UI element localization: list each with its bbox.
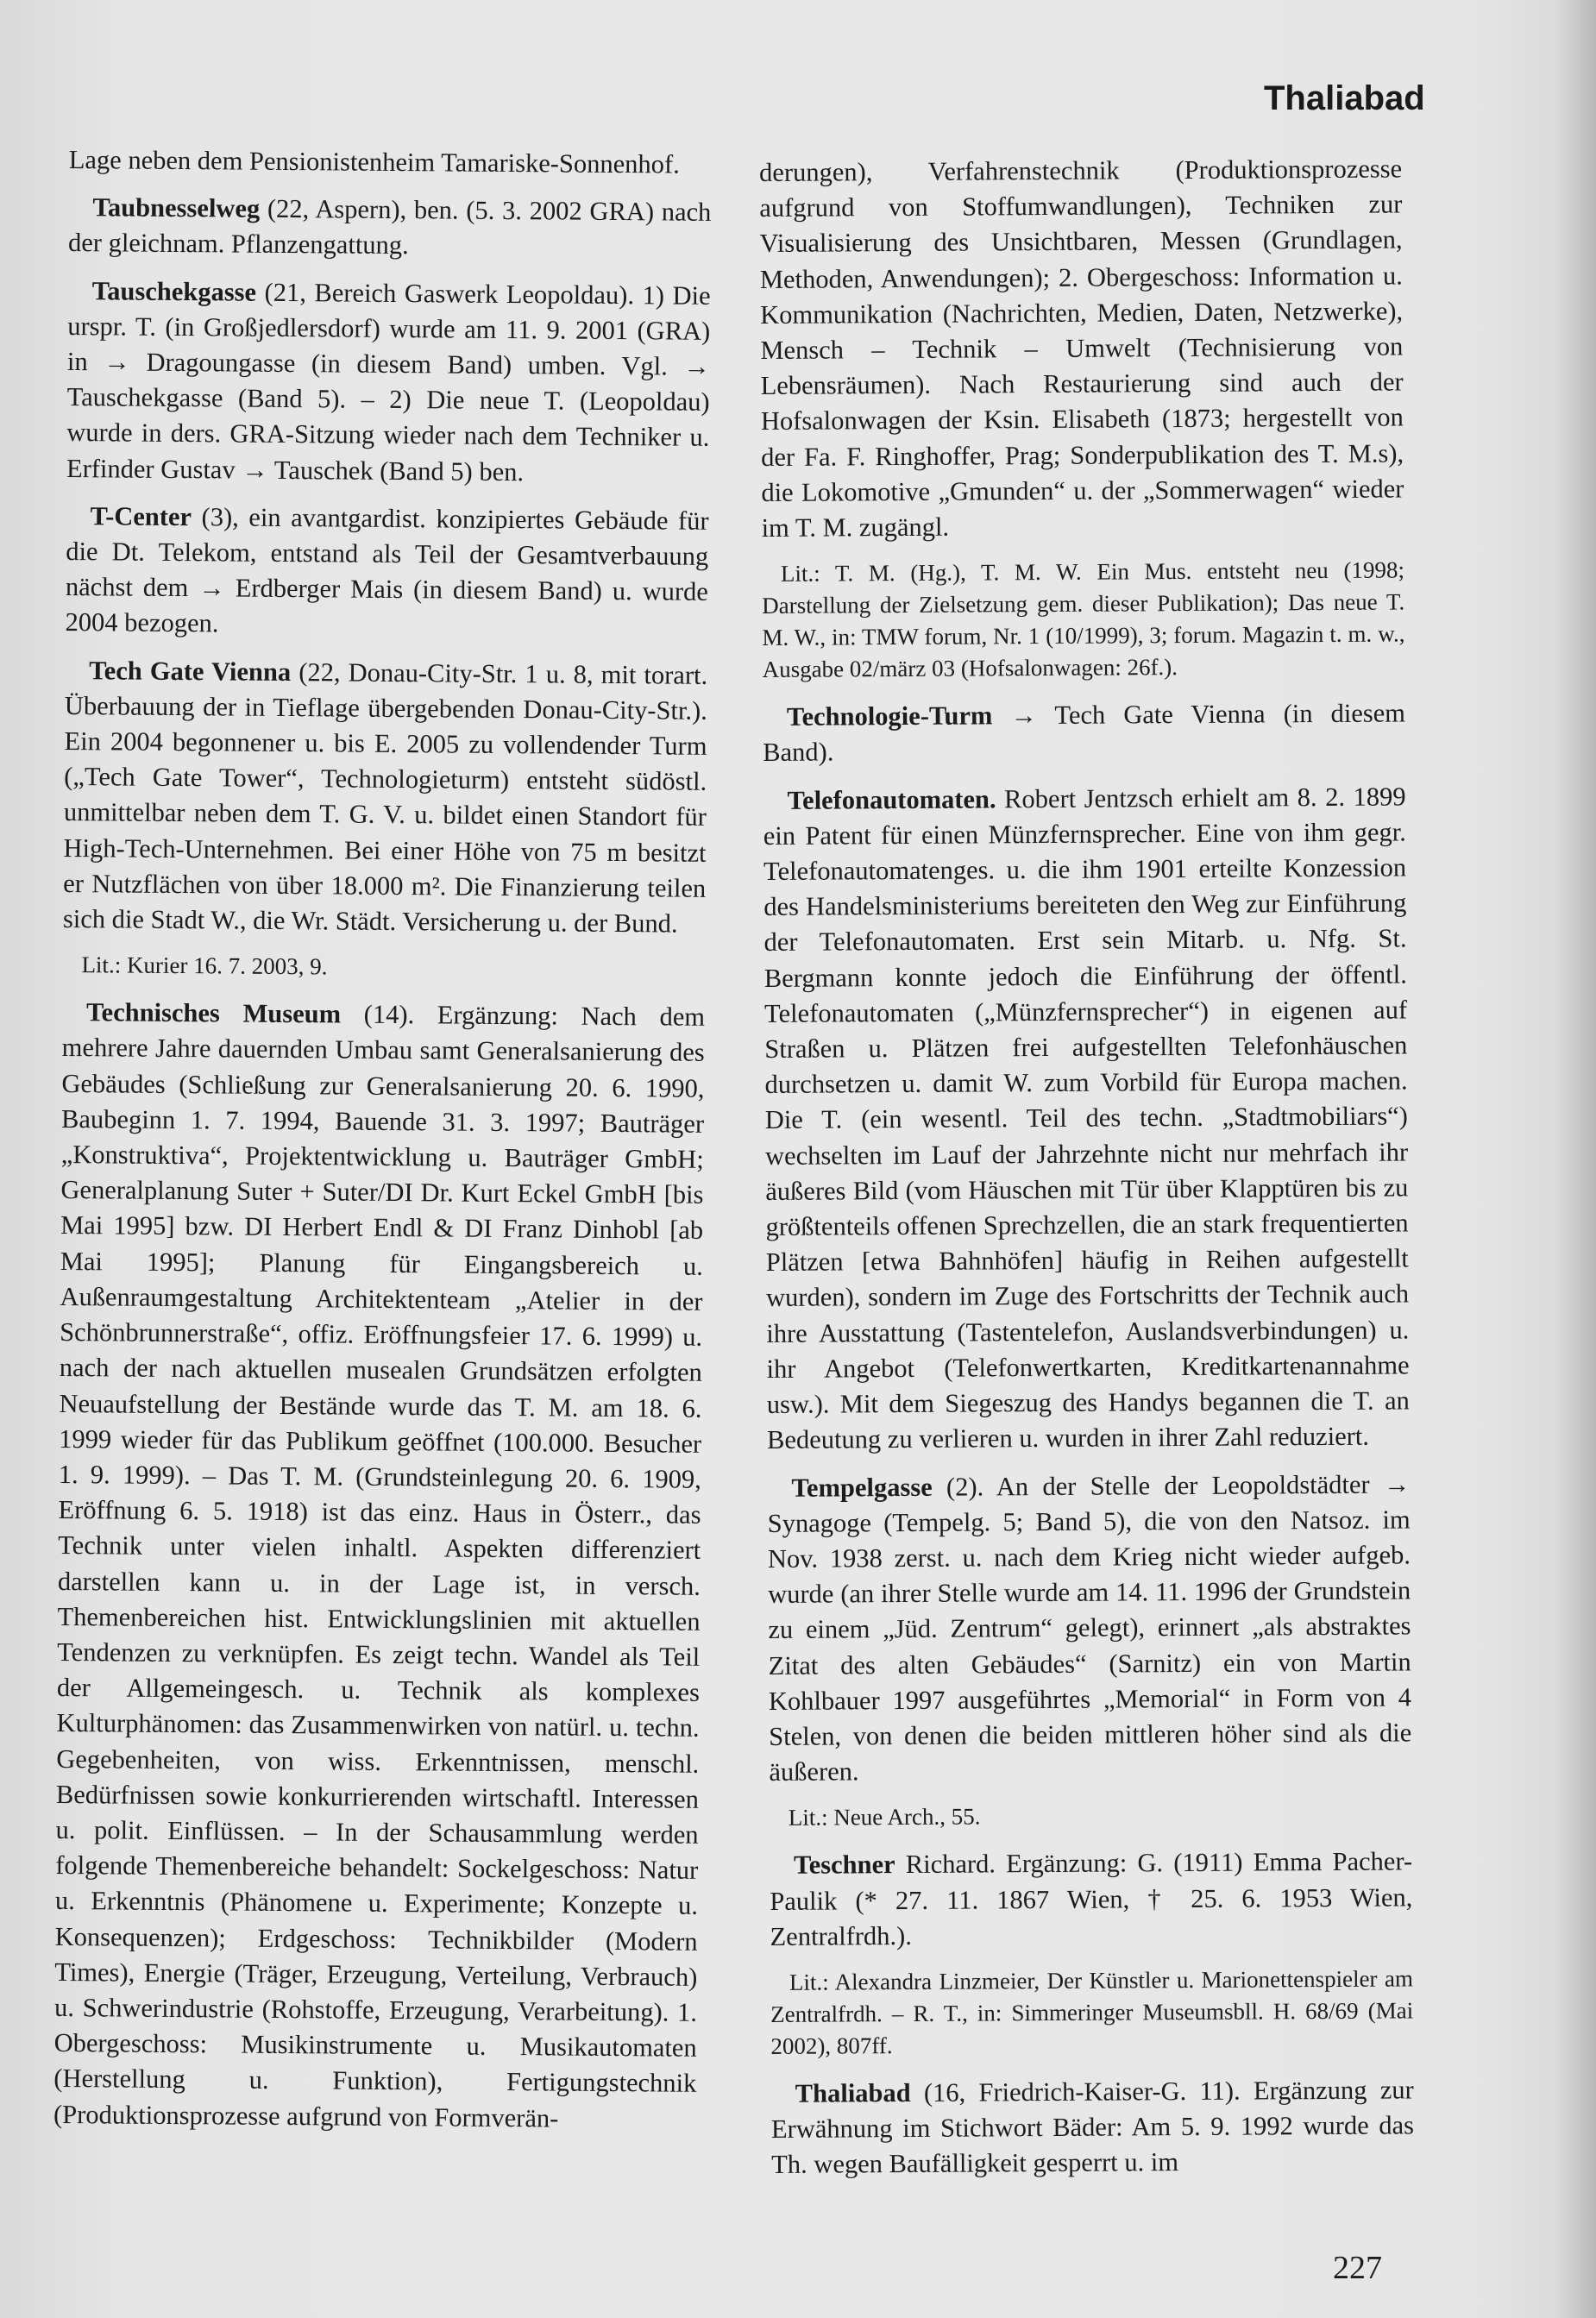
entry-text: (22, Aspern), ben. (5. 3. 2002 GRA) nach der gleichnam. Pflanzengattung. <box>67 193 712 261</box>
page-number: 227 <box>1333 2250 1382 2286</box>
entry-headword: Technologie-Turm <box>786 700 993 732</box>
literature-reference: Lit.: Kurier 16. 7. 2003, 9. <box>81 952 328 980</box>
entry-headword: Tech Gate Vienna <box>89 655 292 687</box>
dictionary-entry <box>763 779 1410 1458</box>
entry-headword: Tempelgasse <box>791 1472 933 1503</box>
literature-reference: Lit.: Alexandra Linzmeier, Der Künstler u. Marionettenspieler am Zentralfrdh. – R. T., in: Simmeringer Museumsbll. H. 68/69 (Mai 2002), 807ff. <box>770 1965 1414 2059</box>
entry-text: (21, Bereich Gaswerk Leopoldau). 1) Die urspr. T. (in Großjedlersdorf) wurde am 11. 9. 2001 (GRA) in → Dragoungasse (in diesem Band) umben. Vgl. → Tauschekgasse (Band 5). – 2) Die neue T. (Leopoldau) wurde in ders. GRA-Sitzung wieder nach dem Techniker u. Erfinder Gustav → Tauschek (Band 5) ben. <box>66 277 711 487</box>
right-column <box>759 151 1414 2195</box>
dictionary-entry <box>53 995 705 2137</box>
entry-headword: Technisches Museum <box>85 997 342 1029</box>
entry-text: (3), ein avantgardist. konzipiertes Gebäude für die Dt. Telekom, entstand als Teil der Gesamtverbauung nächst dem → Erdberger Mais (in diesem Band) u. wurde 2004 bezogen. <box>65 501 709 638</box>
running-head: Thaliabad <box>1264 79 1425 117</box>
dictionary-entry <box>63 653 708 942</box>
entry-text: (22, Donau-City-Str. 1 u. 8, mit torart. Überbauung der in Tieflage übergebenden Donau-City-Str.). Ein 2004 begonnener u. bis E. 2005 zu vollendender Turm („Tech Gate Tower“, Technologieturm) entsteht südöstl. unmittelbar neben dem T. G. V. u. bildet einen Standort für High-Tech-Unternehmen. Bei einer Höhe von 75 m besitzt er Nutzflächen von über 18.000 m². Die Finanzierung teilen sich die Stadt W., die Wr. Städt. Versicherung u. der Bund. <box>62 656 708 939</box>
dictionary-entry <box>65 499 708 646</box>
entry-headword: Teschner <box>794 1850 895 1881</box>
dictionary-entry <box>66 273 711 492</box>
page-edge-shadow <box>1557 0 1596 2318</box>
entry-text: → Tech Gate Vienna (in diesem Band). <box>763 698 1406 768</box>
entry-headword: Thaliabad <box>795 2077 911 2108</box>
entry-headword: Telefonautomaten. <box>787 783 996 815</box>
dictionary-entry <box>767 1467 1411 1790</box>
entry-headword: Tauschekgasse <box>91 275 257 307</box>
entry-text: (2). An der Stelle der Leopoldstädter → Synagoge (Tempelg. 5; Band 5), die von den Natsoz. im Nov. 1938 zerst. u. nach dem Krieg nicht wieder aufgeb. wurde (an ihrer Stelle wurde am 14. 11. 1996 der Grundstein zu einem „Jüd. Zentrum“ gelegt), erinnert „als abstraktes Zitat des alten Gebäudes“ (Sarnitz) ein von Martin Kohlbauer 1997 ausgeführtes „Memorial“ in Form von 4 Stelen, von denen die beiden mittleren höher sind als die äußeren. <box>767 1468 1412 1787</box>
left-column <box>53 142 712 2150</box>
entry-text: Richard. Ergänzung: G. (1911) Emma Pacher-Paulik (* 27. 11. 1867 Wien, † 25. 6. 1953 Wien, Zentralfrdh.). <box>770 1846 1413 1951</box>
entry-text: (14). Ergänzung: Nach dem mehrere Jahre dauernden Umbau samt Generalsanierung des Gebäudes (Schließung zur Generalsanierung 20. 6. 1990, Baubeginn 1. 7. 1994, Bauende 31. 3. 1997; Bauträger „Konstruktiva“, Projektentwicklung u. Bauträger GmbH; Generalplanung Suter + Suter/DI Dr. Kurt Eckel GmbH [bis Mai 1995] bzw. DI Herbert Endl & DI Franz Dinhobl [ab Mai 1995]; Planung für Eingangsbereich u. Außenraumgestaltung Architektenteam „Atelier in der Schönbrunnerstraße“, offiz. Eröffnungsfeier 17. 6. 1999) u. nach der nach aktuellen musealen Grundsätzen erfolgten Neuaufstellung der Bestände wurde das T. M. am 18. 6. 1999 wieder für das Publikum geöffnet (100.000. Besucher 1. 9. 1999). – Das T. M. (Grundsteinlegung 20. 6. 1909, Eröffnung 6. 5. 1918) ist das einz. Haus in Österr., das Technik unter vielen inhaltl. Aspekten differenziert darstellen kann u. in der Lage ist, in versch. Themenbereichen hist. Entwicklungslinien mit aktuellen Tendenzen zu verknüpfen. Es zeigt techn. Wandel als Teil der Allgemeingesch. u. Technik als komplexes Kulturphänomen: das Zusammenwirken von natürl. u. techn. Gegebenheiten, von wiss. Erkenntnissen, menschl. Bedürfnissen sowie konkurrierenden wirtschaftl. Interessen u. polit. Einflüssen. – In der Schausammlung werden folgende Themenbereiche behandelt: Sockelgeschoss: Natur u. Erkenntnis (Phänomene u. Experimente; Konzepte u. Konsequenzen); Erdgeschoss: Technikbilder (Modern Times), Energie (Träger, Erzeugung, Verteilung, Verbrauch) u. Schwerindustrie (Rohstoffe, Erzeugung, Verarbeitung). 1. Obergeschoss: Musikinstrumente u. Musikautomaten (Herstellung u. Funktion), Fertigungstechnik (Produktionsprozesse aufgrund von Formverän- <box>53 999 706 2133</box>
dictionary-entry <box>68 190 712 266</box>
dictionary-entry <box>763 696 1405 771</box>
entry-text: Robert Jentzsch erhielt am 8. 2. 1899 ein Patent für einen Münzfernsprecher. Eine von ihm gegr. Telefonautomatenges. u. die ihm 1901 erteilte Konzession des Handelsministeriums bereiteten den Weg zur Einführung der Telefonautomaten. Erst sein Mitarb. u. Nfg. St. Bergmann konnte jedoch die Einführung der öffentl. Telefonautomaten („Münzfernsprecher“) in eigenen auf Straßen u. Plätzen frei aufgestellten Telefonhäuschen durchsetzen u. damit W. zum Vorbild für Europa machen. Die T. (ein wesentl. Teil des techn. „Stadtmobiliars“) wechselten im Lauf der Jahrzehnte nicht nur mehrfach ihr äußeres Bild (vom Häuschen mit Tür über Klapptüren bis zu größtenteils offenen Sprechzellen, die an stark frequentierten Plätzen [etwa Bahnhöfen] häufig in Reihen aufgestellt wurden), sondern im Zuge des Fortschritts der Technik auch ihre Ausstattung (Tastentelefon, Auslandsverbindungen) u. ihr Angebot (Telefonwertkarten, Kreditkartenannahme usw.). Mit dem Siegeszug des Handys begannen die T. an Bedeutung zu verlieren u. wurden in ihrer Zahl reduziert. <box>763 782 1410 1455</box>
entry-text: derungen), Verfahrenstechnik (Produktionsprozesse aufgrund von Stoffumwandlungen), Techniken zur Visualisierung des Unsichtbaren, Messen (Grundlagen, Methoden, Anwendungen); 2. Obergeschoss: Information u. Kommunikation (Nachrichten, Medien, Daten, Netzwerke), Mensch – Technik – Umwelt (Technisierung von Lebensräumen). Nach Restaurierung sind auch der Hofsalonwagen der Ksin. Elisabeth (1873; hergestellt von der Fa. F. Ringhoffer, Prag; Sonderpublikation des T. M.s), die Lokomotive „Gmunden“ u. der „Sommerwagen“ wieder im T. M. zugängl. <box>759 154 1404 543</box>
entry-text: (16, Friedrich-Kaiser-G. 11). Ergänzung zur Erwähnung im Stichwort Bäder: Am 5. 9. 1992 wurde das Th. wegen Baufälligkeit gesperrt u. im <box>770 2075 1415 2180</box>
entry-headword: T-Center <box>90 501 192 531</box>
dictionary-entry <box>770 1844 1413 1955</box>
entry-text: Lage neben dem Pensionistenheim Tamariske-Sonnenhof. <box>68 144 680 179</box>
literature-reference: Lit.: T. M. (Hg.), T. M. W. Ein Mus. entsteht neu (1998; Darstellung der Zielsetzung gem. dieser Publikation); Das neue T. M. W., in: TMW forum, Nr. 1 (10/1999), 3; forum. Magazin t. m. w., Ausgabe 02/märz 03 (Hofsalonwagen: 26f.). <box>762 556 1405 683</box>
literature-reference: Lit.: Neue Arch., 55. <box>788 1803 981 1831</box>
entry-headword: Taubnesselweg <box>92 192 261 223</box>
dictionary-entry <box>771 2072 1415 2183</box>
